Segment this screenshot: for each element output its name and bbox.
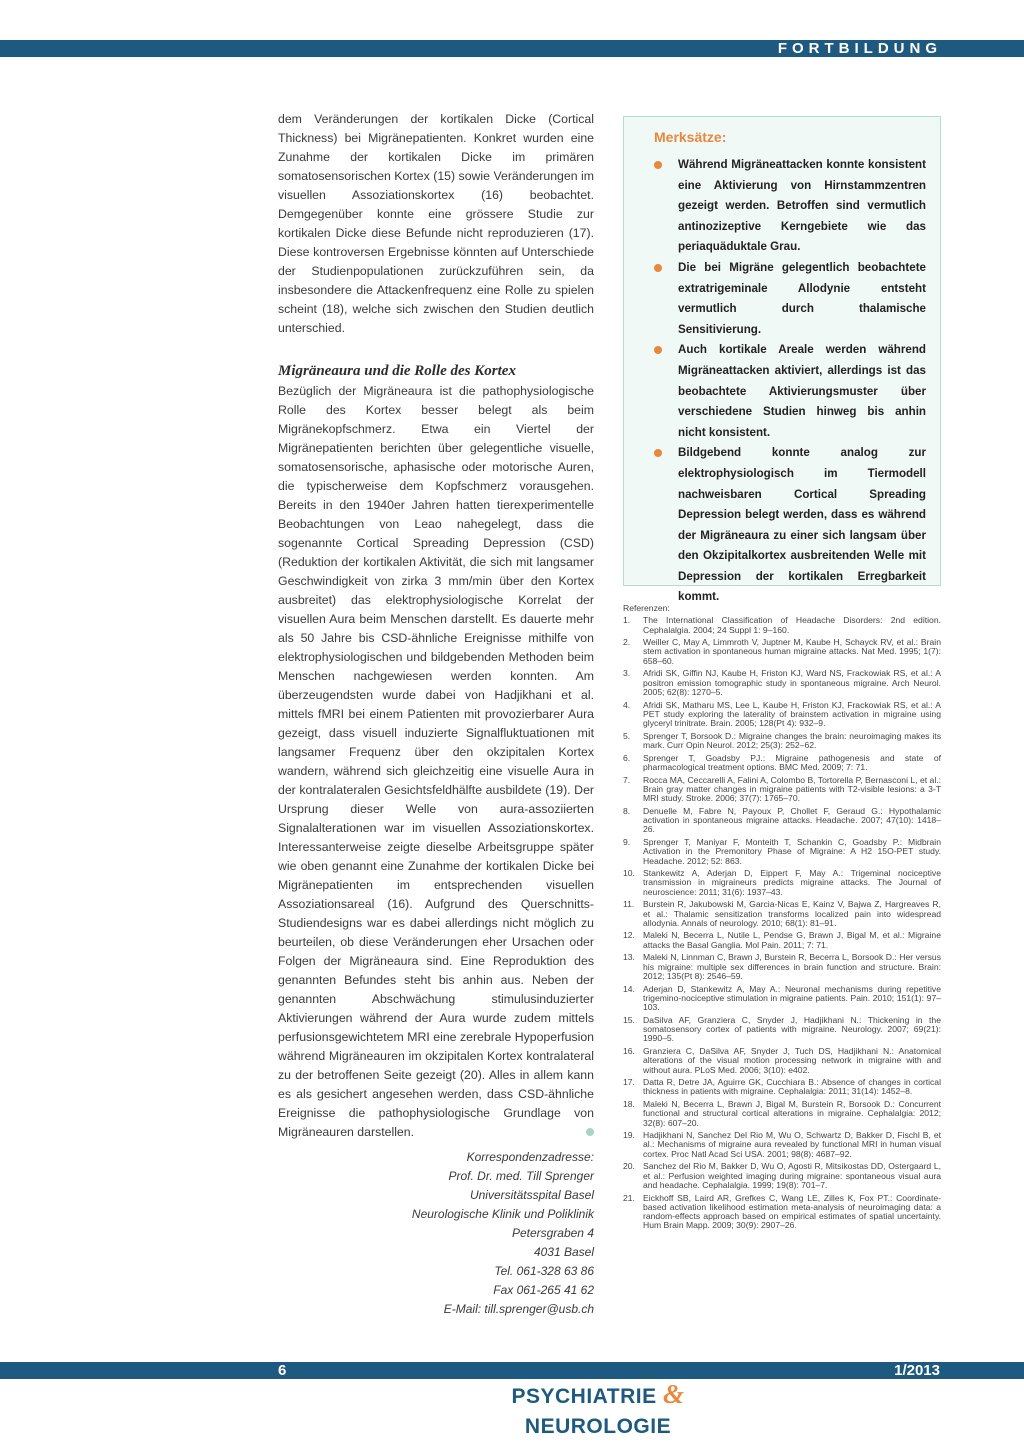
merksatz-text: Während Migräneattacken konnte konsistent eine Aktivierung von Hirnstammzentren gezeigt werden. Betroffen sind vermutlich antinozizeptive Kerngebiete wie das periaquäduktale Grau.: [678, 158, 926, 254]
reference-text: Sprenger T, Borsook D.: Migraine changes the brain: neuroimaging makes its mark. Curr Opin Neurol. 2012; 25(3): 252–62.: [643, 730, 941, 751]
reference-number: 3.: [623, 668, 631, 679]
journal-name-right: NEUROLOGIE: [524, 1415, 672, 1438]
reference-item: [623, 1162, 941, 1190]
correspondence-line: Fax 061-265 41 62: [493, 1283, 594, 1297]
section-heading: Migräneaura und die Rolle des Kortex: [278, 363, 516, 379]
correspondence-line: Universitätsspital Basel: [469, 1188, 594, 1202]
bullet-dot-icon: [654, 346, 662, 354]
reference-text: Weiller C, May A, Limmroth V, Juptner M, Kaube H, Schayck RV, et al.: Brain stem activation in spontaneous human migraine attacks. Nat Med. 1995; 1(7): 658–60.: [643, 637, 941, 666]
reference-text: Burstein R, Jakubowski M, Garcia-Nicas E, Kainz V, Bajwa Z, Hargreaves R, et al.: Thalamic sensitization transforms localized pain into widespread allodynia. Annals of neurology. 2010; 68(1): 81–91.: [643, 899, 941, 928]
reference-item: [623, 701, 941, 729]
reference-text: Hadjikhani N, Sanchez Del Rio M, Wu O, Schwartz D, Bakker D, Fischl B, et al.: Mechanisms of migraine aura revealed by functional MRI in human visual cortex. Proc Natl Acad Sci USA. 2001; 98(8): 4687–92.: [643, 1130, 941, 1159]
reference-number: 6.: [623, 752, 631, 763]
reference-text: Afridi SK, Matharu MS, Lee L, Kaube H, Friston KJ, Frackowiak RS, et al.: A PET study exploring the laterality of brainstem activation in migraine using glyceryl trinitrate. Brain. 2005; 128(Pt 4): 932–9.: [643, 699, 941, 729]
correspondence-email: E-Mail: till.sprenger@usb.ch: [443, 1302, 594, 1316]
reference-item: [623, 1078, 941, 1097]
reference-number: 5.: [623, 730, 631, 741]
issue-label: 1/2013: [894, 1362, 940, 1379]
reference-number: 4.: [623, 699, 631, 710]
reference-item: [623, 953, 941, 981]
reference-number: 21.: [623, 1192, 635, 1203]
reference-text: Denuelle M, Fabre N, Payoux P, Chollet F, Geraud G.: Hypothalamic activation in spontaneous migraine attacks. Headache. 2007; 47(10): 1418–26.: [643, 805, 941, 835]
reference-number: 9.: [623, 836, 631, 847]
references-label: Referenzen:: [623, 603, 670, 613]
reference-number: 20.: [623, 1161, 635, 1172]
reference-text: Granziera C, DaSilva AF, Snyder J, Tuch DS, Hadjikhani N.: Anatomical alterations of the visual motion processing network in migraine with and without aura. PLoS Med. 2006; 3(10): e402.: [643, 1045, 941, 1075]
references-section: [623, 604, 941, 1234]
reference-number: 7.: [623, 774, 631, 785]
reference-text: The International Classification of Headache Disorders: 2nd edition. Cephalalgia. 2004; 24 Suppl 1: 9–160.: [643, 615, 941, 635]
merksatz-item: [638, 155, 926, 258]
reference-item: [623, 1047, 941, 1075]
reference-item: [623, 869, 941, 897]
reference-item: [623, 732, 941, 751]
journal-logo: [448, 1379, 748, 1438]
body-paragraph-2-text: Bezüglich der Migräneaura ist die pathophysiologische Rolle des Kortex besser belegt als beim Migränekopfschmerz. Etwa ein Viertel der Migränepatienten berichten über gelegentliche visuelle, somatosensorische, aphasische oder motorische Auren, die typischerweise dem Kopfschmerz vorausgehen. Bereits in den 1940er Jahren hatten tierexperimentelle Beobachtungen von Leao nahegelegt, dass die sogenannte Cortical Spreading Depression (CSD) (Reduktion der kortikalen Aktivität, die sich mit langsamer Geschwindigkeit von zirka 3 mm/min über den Kortex ausbreitet) das elektrophysiologische Korrelat der visuellen Aura beim Menschen darstellt. Es dauerte mehr als 50 Jahre bis CSD-ähnliche Ereignisse mithilfe von elektrophysiologischen und bildgebenden Methoden beim Menschen nachgewiesen werden konnten. Am überzeugendsten wurde dabei von Hadjikhani et al. mittels fMRI bei einem Patienten mit provozierbarer Aura gezeigt, dass visuell induzierte Signalfluktuationen mit langsamer Frequenz über den okzipitalen Kortex wandern, während sich gleichzeitig eine visuelle Aura in der kontralateralen Gesichtsfeldhälfte ausbildete (19). Der Ursprung dieser Welle von aura-assoziierten Signalalterationen war im visuellen Assoziationskortex. Interessanterweise zeigte dieselbe Arbeitsgruppe später wie oben genannt eine Zunahme der kortikalen Dicke bei Migränepatienten im entsprechenden visuellen Assoziationsareal (16). Aufgrund des Querschnitts-Studiendesigns war es dabei allerdings nicht möglich zu beurteilen, ob diese Veränderungen eher Ursachen oder Folgen der Migräneaura sind. Eine Reproduktion des genannten Befundes steht bis anhin aus. Neben der genannten Abschwächung stimulusinduzierter Aktivierungen während der Aura wurde zudem mittels perfusionsgewichtetem MRI eine zerebrale Hypoperfusion während Migräneauren im okzipitalen Kortex kontralateral zu der betroffenen Seite gezeigt (20). Alles in allem kann es als gesichert angesehen werden, dass CSD-ähnliche Ereignisse die pathophysiologische Grundlage von Migräneauren darstellen.: [278, 384, 594, 1139]
reference-number: 12.: [623, 930, 635, 941]
reference-text: Maleki N, Becerra L, Nutile L, Pendse G, Brawn J, Bigal M, et al.: Migraine attacks the Basal Ganglia. Mol Pain. 2011; 7: 71.: [643, 930, 941, 950]
reference-text: Maleki N, Becerra L, Brawn J, Bigal M, Burstein R, Borsook D.: Concurrent functional and structural cortical alterations in migraine. Cephalalgia: 2012; 32(8): 607–20.: [643, 1099, 941, 1128]
journal-name-left: PSYCHIATRIE: [511, 1385, 657, 1408]
reference-item: [623, 1194, 941, 1231]
reference-number: 18.: [623, 1099, 635, 1109]
main-column: [278, 110, 594, 1319]
reference-item: [623, 838, 941, 866]
merksatz-text: Bildgebend konnte analog zur elektrophysiologisch im Tiermodell nachweisbaren Cortical Spreading Depression belegt werden, dass es während der Migräneaura zu einer sich langsam über den Okzipitalkortex ausbreitenden Welle mit Depression der kortikalen Erregbarkeit kommt.: [678, 446, 926, 604]
section-label: FORTBILDUNG: [777, 40, 942, 57]
merksatz-item: [638, 340, 926, 443]
end-mark-dot: [586, 1128, 594, 1136]
page-number: 6: [278, 1362, 287, 1379]
correspondence-line: Prof. Dr. med. Till Sprenger: [448, 1169, 594, 1183]
reference-text: Eickhoff SB, Laird AR, Grefkes C, Wang LE, Zilles K, Fox PT.: Coordinate-based activation likelihood estimation meta-analysis of neuroimaging data: a random-effects approach based on empirical estimates of spatial uncertainty. Hum Brain Mapp. 2009; 30(9): 2907–26.: [643, 1192, 941, 1231]
reference-text: Afridi SK, Giffin NJ, Kaube H, Friston KJ, Ward NS, Frackowiak RS, et al.: A positron emission tomographic study in spontaneous migraine. Arch Neurol. 2005; 62(8): 1270–5.: [643, 668, 941, 697]
correspondence-line: Tel. 061-328 63 86: [494, 1264, 594, 1278]
merksaetze-title: Merksätze:: [654, 129, 727, 145]
reference-number: 11.: [623, 899, 635, 910]
reference-item: [623, 1131, 941, 1159]
reference-text: Sprenger T, Maniyar F, Monteith T, Schankin C, Goadsby P.: Midbrain Activation in the Premonitory Phase of Migraine: A H2 15O-PET study. Headache. 2012; 52: 863.: [643, 836, 941, 866]
reference-number: 16.: [623, 1045, 635, 1056]
correspondence-line: Neurologische Klinik und Poliklinik: [411, 1207, 594, 1221]
reference-item: [623, 616, 941, 635]
reference-item: [623, 1100, 941, 1128]
reference-text: Sanchez del Rio M, Bakker D, Wu O, Agosti R, Mitsikostas DD, Ostergaard L, et al.: Perfusion weighted imaging during migraine: spontaneous visual aura and headache. Cephalalgia. 1999; 19(8): 701–7.: [643, 1161, 941, 1190]
reference-item: [623, 807, 941, 835]
journal-ampersand: &: [662, 1379, 685, 1409]
reference-text: Aderjan D, Stankewitz A, May A.: Neuronal mechanisms during repetitive trigemino-nociceptive stimulation in migraine patients. Pain. 2010; 151(1): 97–103.: [643, 983, 941, 1013]
reference-number: 17.: [623, 1077, 635, 1088]
reference-text: DaSilva AF, Granziera C, Snyder J, Hadjikhani N.: Thickening in the somatosensory cortex of patients with migraine. Neurology. 2007; 69(21): 1990–5.: [643, 1014, 941, 1044]
body-paragraph-2: [278, 382, 594, 1142]
footer-bar: [0, 1362, 1024, 1379]
reference-number: 10.: [623, 868, 635, 879]
reference-text: Maleki N, Linnman C, Brawn J, Burstein R, Becerra L, Borsook D.: Her versus his migraine: multiple sex differences in brain function and structure. Brain: 2012; 135(Pt 8): 2546–59.: [643, 952, 941, 981]
reference-number: 14.: [623, 983, 635, 994]
reference-item: [623, 638, 941, 666]
merksatz-item: [638, 443, 926, 608]
bullet-dot-icon: [654, 161, 662, 169]
merksaetze-box: [623, 116, 941, 604]
reference-item: [623, 754, 941, 773]
reference-text: Sprenger T, Goadsby PJ.: Migraine pathogenesis and state of pharmacological treatment options. BMC Med. 2009; 7: 71.: [643, 752, 941, 772]
reference-number: 2.: [623, 637, 631, 648]
merksatz-text: Die bei Migräne gelegentlich beobachtete extratrigeminale Allodynie entsteht vermutlich durch thalamische Sensitivierung.: [678, 260, 926, 336]
reference-text: Datta R, Detre JA, Aguirre GK, Cucchiara B.: Absence of changes in cortical thickness in patients with migraine. Cephalalgia: 2011; 31(14): 1452–8.: [643, 1077, 941, 1097]
correspondence-line: 4031 Basel: [533, 1245, 594, 1259]
reference-item: [623, 776, 941, 804]
correspondence-block: [278, 1148, 594, 1319]
reference-item: [623, 900, 941, 928]
reference-item: [623, 931, 941, 950]
correspondence-label: Korrespondenzadresse:: [466, 1150, 594, 1164]
reference-number: 13.: [623, 952, 635, 963]
reference-item: [623, 985, 941, 1013]
reference-number: 8.: [623, 805, 631, 816]
references-list: [623, 616, 941, 1230]
body-paragraph-1: dem Veränderungen der kortikalen Dicke (Cortical Thickness) bei Migränepatienten. Konkret wurden eine Zunahme der kortikalen Dicke im primären somatosensorischen Kortex (15) sowie Veränderungen im visuellen Assoziationskortex (16) beobachtet. Demgegenüber konnte eine grössere Studie zur kortikalen Dicke diese Befunde nicht reproduzieren (17). Diese kontroversen Ergebnisse könnten auf Unterschiede der Studienpopulationen zurückzuführen sein, da insbesondere die Attackenfrequenz eine Rolle zu spielen scheint (18), welche sich zwischen den Studien deutlich unterschied.: [278, 112, 594, 335]
bullet-dot-icon: [654, 449, 662, 457]
merksatz-text: Auch kortikale Areale werden während Migräneattacken aktiviert, allerdings ist das beobachtete Aktivierungsmuster über verschiedene Studien hinweg bis anhin nicht konsistent.: [678, 343, 926, 439]
reference-item: [623, 1016, 941, 1044]
bullet-dot-icon: [654, 264, 662, 272]
reference-text: Stankewitz A, Aderjan D, Eippert F, May A.: Trigeminal nociceptive transmission in migraineurs predicts migraine attacks. The Journal of neuroscience: 2011; 31(6): 1937–43.: [643, 868, 941, 897]
merksaetze-list: [638, 155, 926, 608]
merksatz-item: [638, 258, 926, 340]
reference-text: Rocca MA, Ceccarelli A, Falini A, Colombo B, Tortorella P, Bernasconi L, et al.: Brain gray matter changes in migraine patients with T2-visible lesions: a 3-T MRI study. Stroke. 2006; 37(7): 1765–70.: [643, 774, 941, 804]
reference-number: 19.: [623, 1130, 635, 1141]
reference-number: 1.: [623, 615, 631, 626]
reference-item: [623, 669, 941, 697]
correspondence-line: Petersgraben 4: [511, 1226, 594, 1240]
reference-number: 15.: [623, 1014, 635, 1025]
